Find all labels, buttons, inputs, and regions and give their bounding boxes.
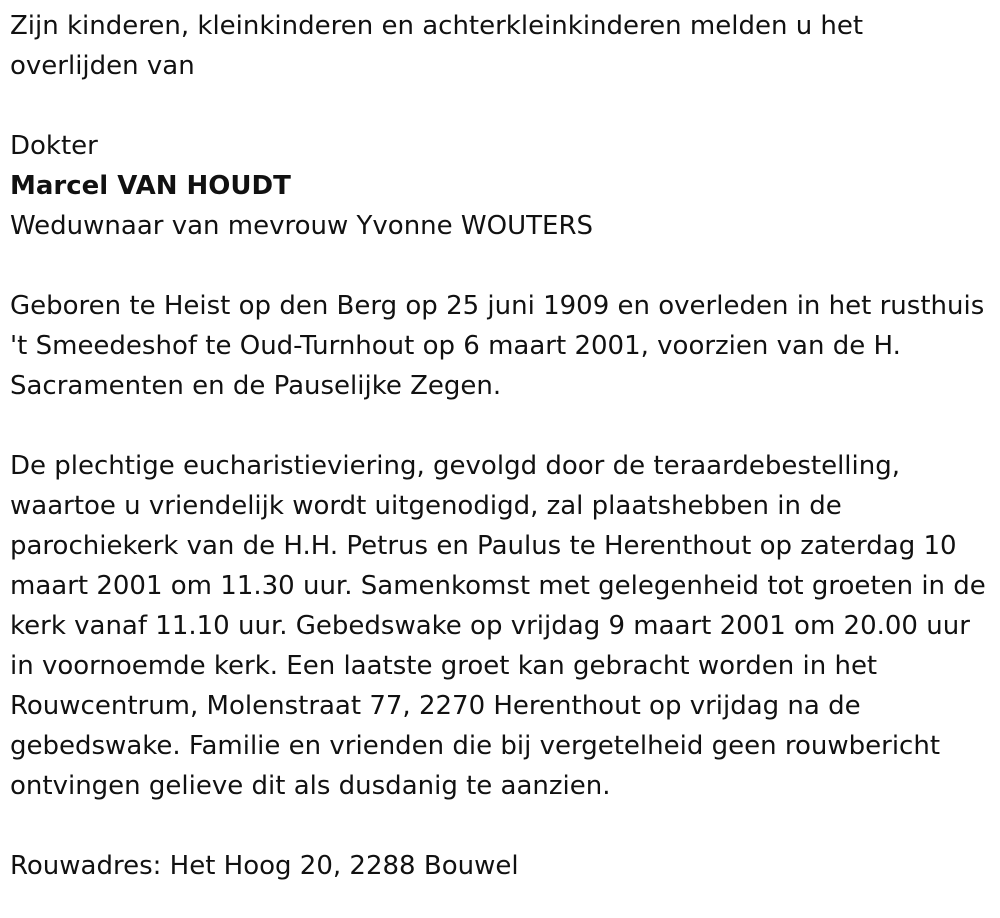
birth-death-paragraph: Geboren te Heist op den Berg op 25 juni 1909 en overleden in het rusthuis 't Smeedeshof te Oud-Turnhout op 6 maart 2001, voorzien van de H. Sacramenten en de Pauselijke Zegen.	[10, 291, 985, 401]
deceased-name: Marcel VAN HOUDT	[10, 171, 291, 201]
widower-line: Weduwnaar van mevrouw Yvonne WOUTERS	[10, 211, 594, 241]
spacer	[10, 406, 990, 446]
spacer	[10, 806, 990, 846]
ceremony-paragraph: De plechtige eucharistieviering, gevolgd door de teraardebestelling, waartoe u vriendelijk wordt uitgenodigd, zal plaatshebben in de parochiekerk van de H.H. Petrus en Paulus te Herenthout op zaterdag 10 maart 2001 om 11.30 uur. Samenkomst met gelegenheid tot groeten in de kerk vanaf 11.10 uur. Gebedswake op vrijdag 9 maart 2001 om 20.00 uur in voornoemde kerk. Een laatste groet kan gebracht worden in het Rouwcentrum, Molenstraat 77, 2270 Herenthout op vrijdag na de gebedswake. Familie en vrienden die bij vergetelheid geen rouwbericht ontvingen gelieve dit als dusdanig te aanzien.	[10, 451, 986, 801]
title-line: Dokter	[10, 131, 98, 161]
spacer	[10, 86, 990, 126]
spacer	[10, 246, 990, 286]
address-line: Rouwadres: Het Hoog 20, 2288 Bouwel	[10, 851, 519, 881]
intro-paragraph: Zijn kinderen, kleinkinderen en achterkleinkinderen melden u het overlijden van	[10, 11, 864, 81]
